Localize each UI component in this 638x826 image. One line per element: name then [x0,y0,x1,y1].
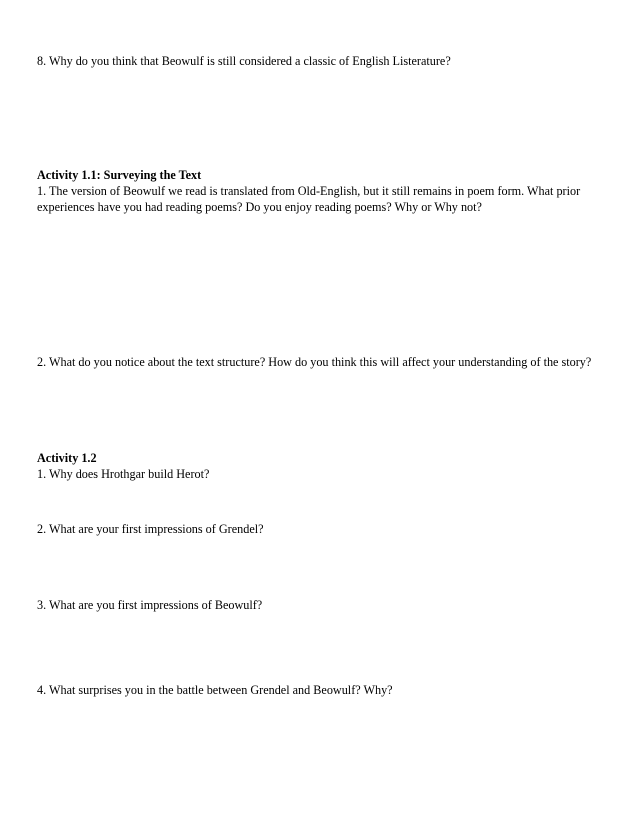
activity-1-1-question-2: 2. What do you notice about the text structure? How do you think this will affect your understanding of the story? [37,355,592,369]
activity-1-1-section [37,167,607,215]
activity-1-2-section [37,450,607,482]
activity-1-1-heading: Activity 1.1: Surveying the Text [37,168,202,182]
activity-1-2-heading: Activity 1.2 [37,451,97,465]
question-8: 8. Why do you think that Beowulf is still considered a classic of English Listerature? [37,54,451,68]
activity-1-2-question-2: 2. What are your first impressions of Grendel? [37,522,264,536]
activity-1-2-question-3: 3. What are you first impressions of Beowulf? [37,598,263,612]
activity-1-1-question-1: 1. The version of Beowulf we read is translated from Old-English, but it still remains in poem form. What prior experiences have you had reading poems? Do you enjoy reading poems? Why or Why not? [37,184,581,214]
activity-1-2-question-1: 1. Why does Hrothgar build Herot? [37,467,210,481]
activity-1-2-question-4: 4. What surprises you in the battle between Grendel and Beowulf? Why? [37,683,393,697]
